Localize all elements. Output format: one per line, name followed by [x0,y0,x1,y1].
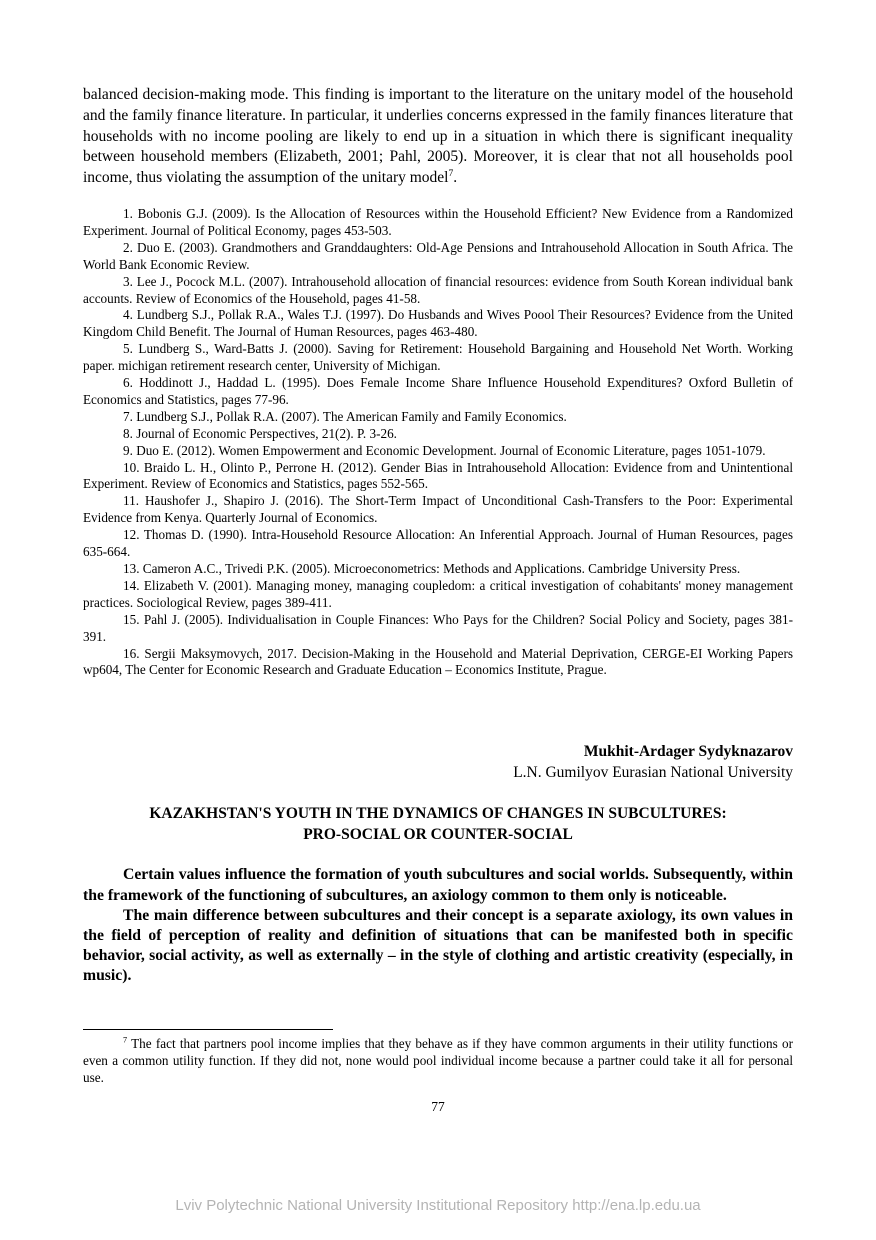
reference-item: 11. Haushofer J., Shapiro J. (2016). The Short-Term Impact of Unconditional Cash-Transfers to the Poor: Experimental Evidence from Kenya. Quarterly Journal of Economics. [83,493,793,526]
reference-item: 9. Duo E. (2012). Women Empowerment and Economic Development. Journal of Economic Literature, pages 1051-1079. [123,442,766,458]
reference-list [83,206,793,679]
reference-item: 14. Elizabeth V. (2001). Managing money, managing coupledom: a critical investigation of cohabitants' money management practices. Sociological Review, pages 389-411. [83,577,793,610]
repository-footer: Lviv Polytechnic National University Institutional Repository http://ena.lp.edu.ua [175,1197,701,1214]
article-body [83,865,793,986]
article-paragraph: Certain values influence the formation of youth subcultures and social worlds. Subsequently, within the framework of the functioning of subcultures, an axiology common to them only is noticeable. [83,866,793,904]
reference-item: 10. Braido L. H., Olinto P., Perrone H. (2012). Gender Bias in Intrahousehold Allocation: Evidence from and Unintentional Experiment. Review of Economics and Statistics, pages 552-565. [83,459,793,492]
article-title-line2: PRO-SOCIAL OR COUNTER-SOCIAL [303,826,573,844]
footnote-text: The fact that partners pool income implies that they behave as if they have common arguments in their utility functions or even a common utility function. If they did not, none would pool individual income because a partner could take it all for personal use. [83,1035,793,1086]
reference-item: 6. Hoddinott J., Haddad L. (1995). Does Female Income Share Influence Household Expenditures? Oxford Bulletin of Economics and Statistics, pages 77-96. [83,375,793,407]
reference-item: 15. Pahl J. (2005). Individualisation in Couple Finances: Who Pays for the Children? Social Policy and Society, pages 381-391. [83,611,793,644]
author-affiliation: L.N. Gumilyov Eurasian National University [513,764,793,782]
reference-item: 13. Cameron A.C., Trivedi P.K. (2005). Microeconometrics: Methods and Applications. Cambridge University Press. [123,561,741,577]
intro-tail: . [453,169,458,187]
page-content [83,0,793,1115]
article-title-line1: KAZAKHSTAN'S YOUTH IN THE DYNAMICS OF CHANGES IN SUBCULTURES: [149,805,727,823]
article-title [83,803,793,845]
footnote-number: 7 [123,1035,128,1045]
page-number: 77 [431,1098,445,1114]
reference-item: 1. Bobonis G.J. (2009). Is the Allocation of Resources within the Household Efficient? New Evidence from a Randomized Experiment. Journal of Political Economy, pages 453-503. [83,205,793,238]
article-paragraph: The main difference between subcultures and their concept is a separate axiology, its own values in the field of perception of reality and definition of situations that can be manifested both in specific behavior, social activity, as well as externally – in the style of clothing and artistic creativity (especially, in music). [83,906,793,985]
intro-paragraph [83,85,793,189]
reference-item: 3. Lee J., Pocock M.L. (2007). Intrahousehold allocation of financial resources: evidence from South Korean individual bank accounts. Review of Economics of the Household, pages 41-58. [83,273,793,306]
reference-item: 5. Lundberg S., Ward-Batts J. (2000). Saving for Retirement: Household Bargaining and Household Net Worth. Working paper. michigan retirement research center, University of Michigan. [83,341,793,374]
intro-text: balanced decision-making mode. This finding is important to the literature on the unitary model of the household and the family finance literature. In particular, it underlies concerns expressed in the family finances literature that households with no income pooling are likely to end up in a situation in which there is significant inequality between household members (Elizabeth, 2001; Pahl, 2005). Moreover, it is clear that not all households pool income, thus violating the assumption of the unitary model [83,86,793,187]
reference-item: 4. Lundberg S.J., Pollak R.A., Wales T.J. (1997). Do Husbands and Wives Poool Their Resources? Evidence from the United Kingdom Child Benefit. The Journal of Human Resources, pages 463-480. [83,307,793,340]
reference-item: 2. Duo E. (2003). Grandmothers and Granddaughters: Old-Age Pensions and Intrahousehold Allocation in South Africa. The World Bank Economic Review. [83,239,793,272]
reference-item: 8. Journal of Economic Perspectives, 21(2). P. 3-26. [123,425,397,441]
author-block [83,741,793,783]
reference-item: 7. Lundberg S.J., Pollak R.A. (2007). The American Family and Family Economics. [123,408,567,424]
footnote-paragraph [83,1035,793,1087]
footnote-block [83,1035,793,1087]
author-name: Mukhit-Ardager Sydyknazarov [583,743,793,761]
footnote-reference-marker: 7 [448,168,454,180]
reference-item: 12. Thomas D. (1990). Intra-Household Resource Allocation: An Inferential Approach. Journal of Human Resources, pages 635-664. [83,527,793,560]
footnote-separator [83,1029,333,1030]
reference-item: 16. Sergii Maksymovych, 2017. Decision-Making in the Household and Material Deprivation, CERGE-EI Working Papers wp604, The Center for Economic Research and Graduate Education – Economics Institute, Prague. [83,645,793,678]
